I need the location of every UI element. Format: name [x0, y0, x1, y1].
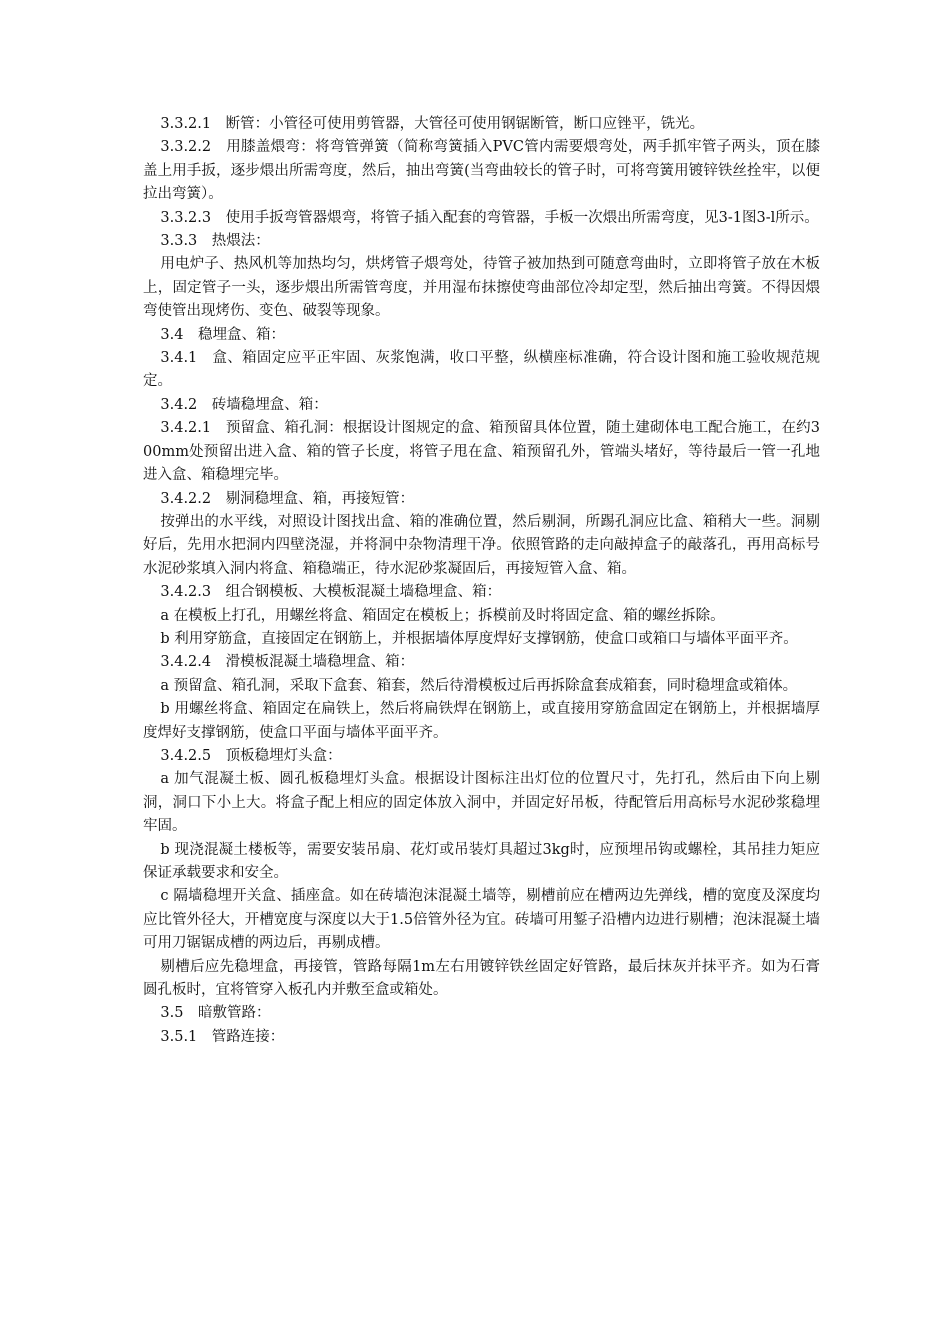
paragraph-after-groove: 剔槽后应先稳埋盒，再接管，管路每隔1m左右用镀锌铁丝固定好管路，最后抹灰并抹平齐。如为石膏圆孔板时，宜将管穿入板孔内并敷至盒或箱处。 [143, 958, 820, 999]
paragraph-3-4-2-1: 3.4.2.1 预留盒、箱孔洞：根据设计图规定的盒、箱预留具体位置，随土建砌体电工配合施工，在约300mm处预留出进入盒、箱的管子长度，将管子甩在盒、箱预留孔外，管端头堵好，等待最后一管一孔地进入盒、箱稳埋完毕。 [143, 420, 820, 484]
paragraph-3-4-2-5-a: a 加气混凝土板、圆孔板稳埋灯头盒。根据设计图标注出灯位的位置尺寸，先打孔，然后由下向上剔洞，洞口下小上大。将盒子配上相应的固定体放入洞中，并固定好吊板，待配管后用高标号水泥砂浆稳埋牢固。 [143, 771, 820, 835]
heading-3-3-3: 3.3.3 热煨法： [160, 233, 270, 250]
heading-3-4-2-3: 3.4.2.3 组合钢模板、大模板混凝土墙稳埋盒、箱： [160, 584, 502, 601]
paragraph-3-4-2-3-a: a 在模板上打孔，用螺丝将盒、箱固定在模板上；拆模前及时将固定盒、箱的螺丝拆除。 [160, 607, 725, 624]
heading-3-4-2: 3.4.2 砖墙稳埋盒、箱： [160, 396, 328, 413]
paragraph-3-3-2-2: 3.3.2.2 用膝盖煨弯：将弯管弹簧（简称弯簧插入PVC管内需要煨弯处，两手抓牢管子两头，顶在膝盖上用手扳，逐步煨出所需弯度，然后，抽出弯簧(当弯曲较长的管子时，可将弯簧用镀锌铁丝拴牢，以便拉出弯簧）。 [143, 139, 820, 203]
heading-3-4: 3.4 稳埋盒、箱： [160, 326, 285, 343]
paragraph-3-4-2-4-a: a 预留盒、箱孔洞，采取下盒套、箱套，然后待滑模板过后再拆除盒套成箱套，同时稳埋盒或箱体。 [160, 677, 798, 694]
paragraph-3-3-2-1: 3.3.2.1 断管：小管径可使用剪管器，大管径可使用钢锯断管，断口应锉平，铣光。 [160, 116, 705, 132]
heading-3-4-2-5: 3.4.2.5 顶板稳埋灯头盒： [160, 747, 342, 764]
heading-3-4-2-4: 3.4.2.4 滑模板混凝土墙稳埋盒、箱： [160, 654, 415, 671]
paragraph-3-3-2-3: 3.3.2.3 使用手扳弯管器煨弯，将管子插入配套的弯管器，手板一次煨出所需弯度，见3-1图3-l所示。 [160, 209, 819, 226]
heading-3-5-1: 3.5.1 管路连接： [160, 1028, 285, 1045]
paragraph-hot-bending: 用电炉子、热风机等加热均匀，烘烤管子煨弯处，待管子被加热到可随意弯曲时，立即将管子放在木板上，固定管子一头，逐步煨出所需管弯度，并用湿布抹擦使弯曲部位冷却定型，然后抽出弯簧。不得因煨弯使管出现烤伤、变色、破裂等现象。 [143, 256, 820, 320]
paragraph-3-4-2-5-c: c 隔墙稳埋开关盒、插座盒。如在砖墙泡沫混凝土墙等，剔槽前应在槽两边先弹线，槽的宽度及深度均应比管外径大，开槽宽度与深度以大于1.5倍管外径为宜。砖墙可用錾子沿槽内边进行剔槽；泡沫混凝土墙可用刀锯锯成槽的两边后，再剔成槽。 [143, 888, 820, 952]
paragraph-chisel-hole: 按弹出的水平线，对照设计图找出盒、箱的准确位置，然后剔洞，所踢孔洞应比盒、箱稍大一些。洞剔好后，先用水把洞内四壁浇湿，并将洞中杂物清理干净。依照管路的走向敲掉盒子的敲落孔，再用高标号水泥砂浆填入洞内将盒、箱稳端正，待水泥砂浆凝固后，再接短管入盒、箱。 [143, 513, 820, 577]
paragraph-3-4-2-4-b: b 用螺丝将盒、箱固定在扁铁上，然后将扁铁焊在钢筋上，或直接用穿筋盒固定在钢筋上，并根据墙厚度焊好支撑钢筋，使盒口平面与墙体平面平齐。 [143, 701, 820, 741]
heading-3-4-2-2: 3.4.2.2 剔洞稳埋盒、箱，再接短管： [160, 490, 415, 507]
heading-3-5: 3.5 暗敷管路： [160, 1005, 271, 1022]
document-body [143, 113, 820, 1049]
paragraph-3-4-2-3-b: b 利用穿筋盒，直接固定在钢筋上，并根据墙体厚度焊好支撑钢筋，使盒口或箱口与墙体平面平齐。 [160, 630, 798, 647]
paragraph-3-4-2-5-b: b 现浇混凝土楼板等，需要安装吊扇、花灯或吊装灯具超过3kg时，应预埋吊钩或螺栓，其吊挂力矩应保证承载要求和安全。 [143, 841, 820, 881]
paragraph-3-4-1: 3.4.1 盒、箱固定应平正牢固、灰浆饱满，收口平整，纵横座标准确，符合设计图和施工验收规范规定。 [143, 350, 820, 390]
